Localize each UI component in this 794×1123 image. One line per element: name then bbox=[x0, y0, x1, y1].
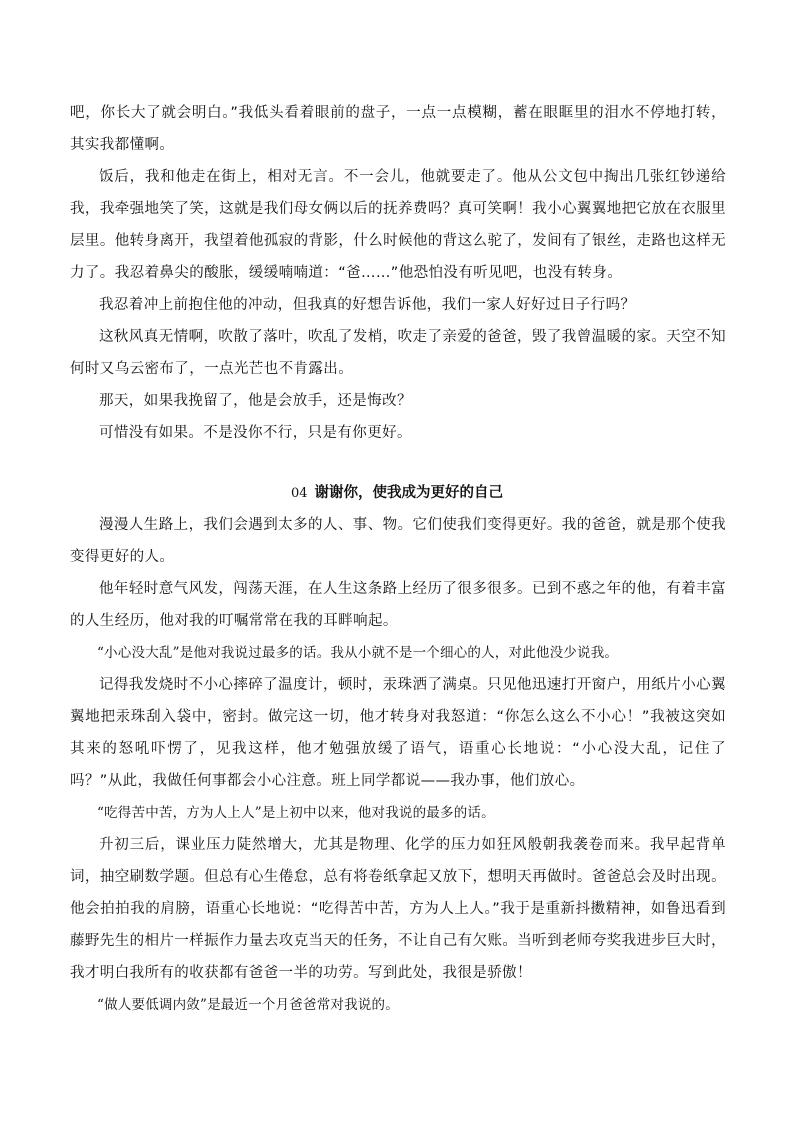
paragraph-intro: 漫漫人生路上，我们会遇到太多的人、事、物。它们使我们变得更好。我的爸爸，就是那个使我变得更好的人。 bbox=[70, 517, 726, 565]
paragraph-father-youth: 他年轻时意气风发，闯荡天涯，在人生这条路上经历了很多很多。已到不惑之年的他，有着丰富的人生经历，他对我的叮嘱常常在我的耳畔响起。 bbox=[70, 581, 726, 629]
section-title: 谢谢你，使我成为更好的自己 bbox=[314, 485, 504, 501]
paragraph-hug-impulse: 我忍着冲上前抱住他的冲动，但我真的好想告诉他，我们一家人好好过日子行吗？ bbox=[99, 297, 636, 313]
paragraph-grade-nine: 升初三后，课业压力陡然增大，尤其是物理、化学的压力如狂风般朝我袭卷而来。我早起背单词，抽空刷数学题。但总有心生倦怠，总有将卷纸拿起又放下，想明天再做时。爸爸总会及时出现。他会拍拍我的肩膀，语重心长地说：“吃得苦中苦，方为人上人。”我于是重新抖擞精神，如鲁迅看到藤野先生的相片一样振作力量去攻克当天的任务，不让自己有欠账。当听到老师夸奖我进步巨大时，我才明白我所有的收获都有爸爸一半的功劳。写到此处，我很是骄傲！ bbox=[70, 837, 726, 981]
paragraph-continuation: 吧，你长大了就会明白。”我低头看着眼前的盘子，一点一点模糊，蓄在眼眶里的泪水不停地打转，其实我都懂啊。 bbox=[70, 105, 726, 153]
paragraph-after-dinner: 饭后，我和他走在街上，相对无言。不一会儿，他就要走了。他从公文包中掏出几张红钞递给我，我牵强地笑了笑，这就是我们母女俩以后的抚养费吗？真可笑啊！我小心翼翼地把它放在衣服里层里。他转身离开，我望着他孤寂的背影，什么时候他的背这么驼了，发间有了银丝，走路也这样无力了。我忍着鼻尖的酸胀，缓缓喃喃道：“爸……”他恐怕没有听见吧，也没有转身。 bbox=[70, 169, 726, 281]
quote-paragraph-hardship: “吃得苦中苦，方为人上人”是上初中以来，他对我说的最多的话。 bbox=[97, 805, 495, 821]
paragraph-autumn-wind: 这秋风真无情啊，吹散了落叶，吹乱了发梢，吹走了亲爱的爸爸，毁了我曾温暖的家。天空不知何时又乌云密布了，一点光芒也不肯露出。 bbox=[70, 329, 726, 377]
section-heading bbox=[0, 479, 794, 508]
paragraph-thermometer: 记得我发烧时不小心摔碎了温度计，顿时，汞珠洒了满桌。只见他迅速打开窗户，用纸片小心翼翼地把汞珠刮入袋中，密封。做完这一切，他才转身对我怒道：“你怎么这么不小心！”我被这突如其来的怒吼吓愣了，见我这样，他才勉强放缓了语气，语重心长地说：“小心没大乱，记住了吗？”从此，我做任何事都会小心注意。班上同学都说——我办事，他们放心。 bbox=[70, 677, 726, 789]
section-number: 04 bbox=[290, 486, 308, 501]
essay-part-2 bbox=[70, 509, 726, 1021]
paragraph-no-if: 可惜没有如果。不是没你不行，只是有你更好。 bbox=[99, 425, 412, 441]
paragraph-that-day: 那天，如果我挽留了，他是会放手，还是悔改？ bbox=[99, 393, 412, 409]
quote-paragraph-modest: “做人要低调内敛”是最近一个月爸爸常对我说的。 bbox=[97, 997, 399, 1013]
essay-part-1 bbox=[70, 97, 726, 449]
quote-paragraph-careful: “小心没大乱”是他对我说过最多的话。我从小就不是一个细心的人，对此他没少说我。 bbox=[97, 645, 619, 661]
